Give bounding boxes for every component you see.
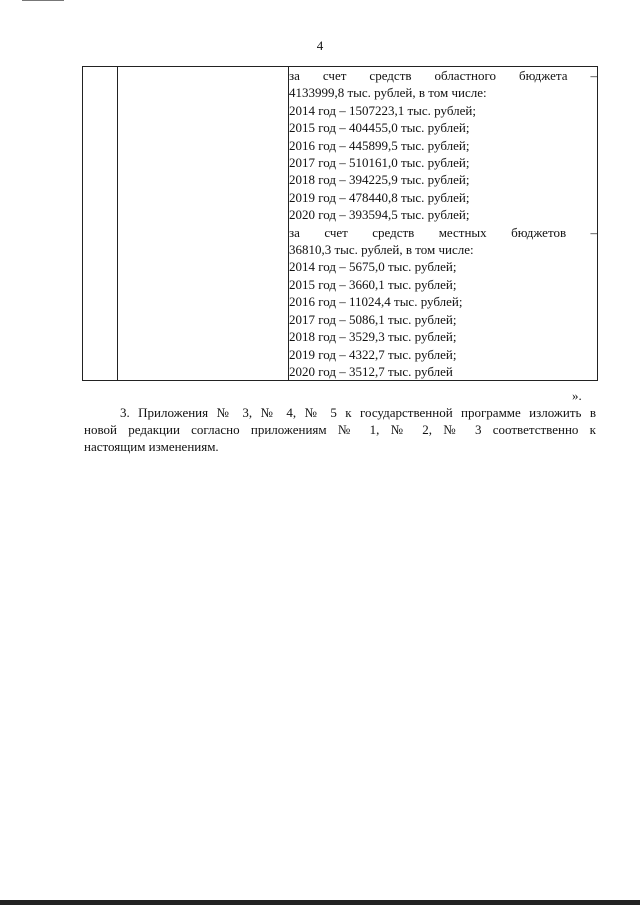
closing-quote-mark: ». (572, 388, 582, 403)
table-row (83, 67, 598, 381)
table-cell-funding (289, 67, 598, 381)
funding-line: за счет средств областного бюджета – (289, 68, 597, 83)
paragraph-line: новой редакции согласно приложениям № 1, № 2, № 3 соответственно к (84, 422, 596, 437)
scan-edge-mark (22, 0, 64, 1)
funding-line: 2016 год – 11024,4 тыс. рублей; (289, 294, 463, 310)
funding-line: 2014 год – 5675,0 тыс. рублей; (289, 259, 457, 275)
funding-line: 2018 год – 394225,9 тыс. рублей; (289, 172, 470, 188)
funding-line: 36810,3 тыс. рублей, в том числе: (289, 242, 474, 258)
funding-line: за счет средств местных бюджетов – (289, 224, 597, 240)
funding-line: 2020 год – 393594,5 тыс. рублей; (289, 207, 470, 223)
funding-line: 2020 год – 3512,7 тыс. рублей (289, 363, 453, 379)
funding-line: 2018 год – 3529,3 тыс. рублей; (289, 329, 457, 345)
scan-bottom-edge (0, 900, 640, 905)
funding-line: 2014 год – 1507223,1 тыс. рублей; (289, 102, 476, 118)
funding-line: 2019 год – 478440,8 тыс. рублей; (289, 189, 470, 205)
funding-line: 4133999,8 тыс. рублей, в том числе: (289, 85, 487, 101)
funding-line: 2017 год – 5086,1 тыс. рублей; (289, 311, 457, 327)
funding-line: 2016 год – 445899,5 тыс. рублей; (289, 137, 470, 153)
paragraph-line: 3. Приложения № 3, № 4, № 5 к государственной программе изложить в (120, 405, 596, 420)
table-cell-number (83, 67, 118, 381)
budget-table (82, 66, 598, 381)
paragraph-line: настоящим изменениям. (84, 439, 219, 454)
funding-line: 2019 год – 4322,7 тыс. рублей; (289, 346, 457, 362)
funding-line: 2015 год – 3660,1 тыс. рублей; (289, 276, 457, 292)
page-number: 4 (316, 38, 324, 53)
amendment-paragraph (84, 404, 596, 455)
funding-line: 2015 год – 404455,0 тыс. рублей; (289, 120, 470, 136)
table-cell-name (118, 67, 289, 381)
funding-line: 2017 год – 510161,0 тыс. рублей; (289, 155, 470, 171)
